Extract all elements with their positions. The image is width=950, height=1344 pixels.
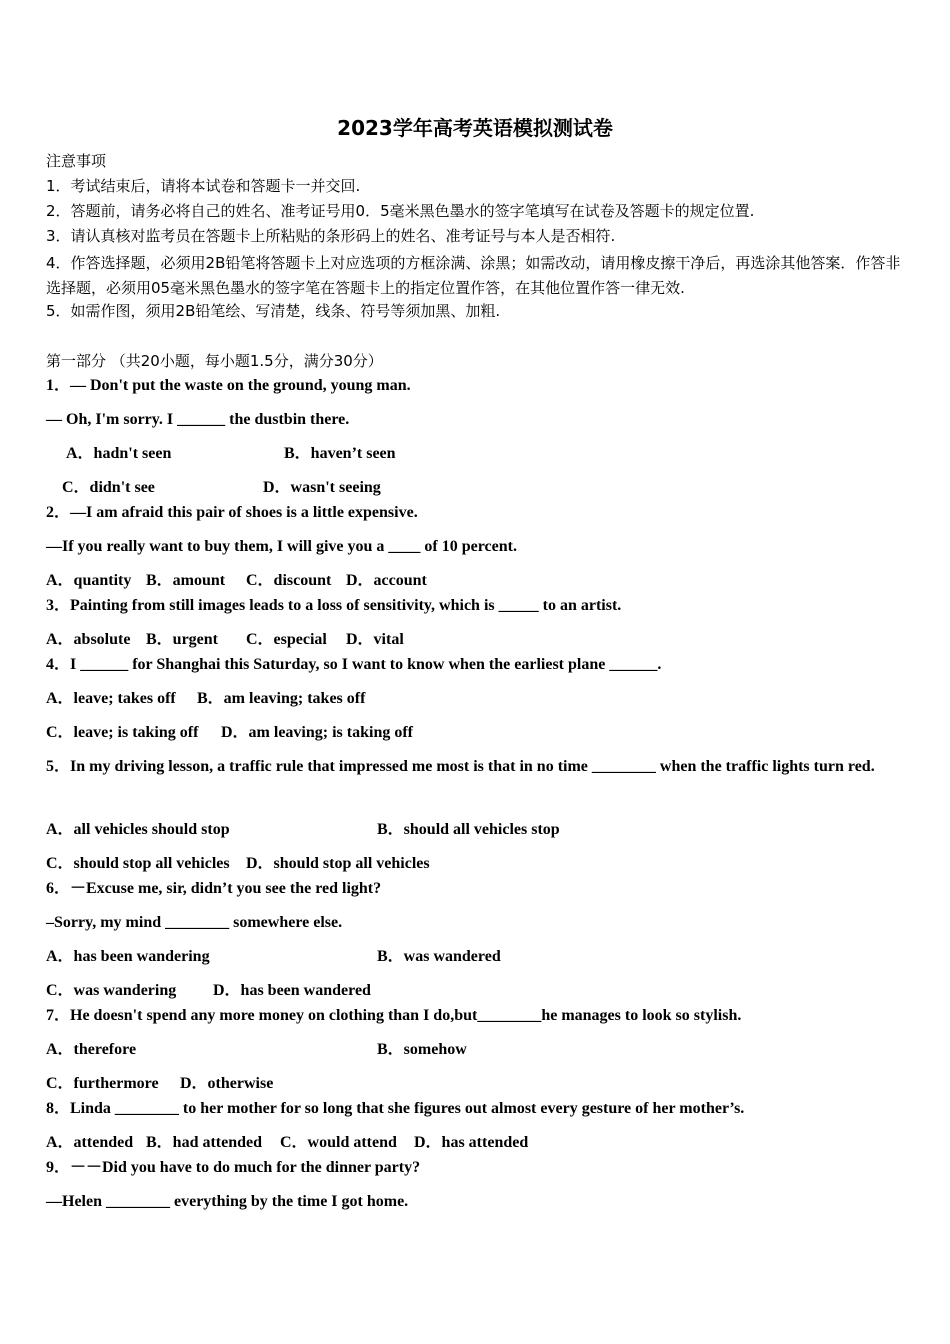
page-title: 2023学年高考英语模拟测试卷 [337, 116, 613, 140]
option-d: D．vital [346, 631, 404, 648]
option-c: C．especial [246, 631, 327, 648]
question-stem: 3．Painting from still images leads to a loss of sensitivity, which is _____ to an artist. [46, 597, 622, 614]
option-d: D．am leaving; is taking off [221, 724, 414, 741]
option-d: D．account [346, 572, 427, 589]
option-b: B．urgent [146, 631, 219, 648]
question-line: –Sorry, my mind ________ somewhere else. [46, 914, 343, 931]
notice-item: 1．考试结束后，请将本试卷和答题卡一并交回. [46, 177, 361, 195]
option-b: B．had attended [146, 1134, 263, 1151]
notice-item: 2．答题前，请务必将自己的姓名、准考证号用0．5毫米黑色墨水的签字笔填写在试卷及答题卡的规定位置. [46, 202, 755, 220]
option-c: C．would attend [280, 1134, 397, 1151]
option-a: A．attended [46, 1134, 134, 1151]
question-stem: 9．－－Did you have to do much for the dinner party? [46, 1159, 421, 1176]
option-b: B．amount [146, 572, 226, 589]
option-c: C．leave; is taking off [46, 724, 199, 741]
question-stem: 8．Linda ________ to her mother for so long that she figures out almost every gesture of her mother’s. [46, 1100, 745, 1117]
option-a: A．quantity [46, 572, 132, 589]
option-d: D．has been wandered [213, 982, 371, 999]
option-b: B．should all vehicles stop [377, 821, 560, 838]
option-b: B．haven’t seen [284, 445, 396, 462]
question-stem: 5．In my driving lesson, a traffic rule that impressed me most is that in no time ________ when the traffic lights turn red. [46, 758, 875, 775]
notice-item: 3．请认真核对监考员在答题卡上所粘贴的条形码上的姓名、准考证号与本人是否相符. [46, 227, 616, 245]
question-stem: 2．—I am afraid this pair of shoes is a little expensive. [46, 504, 418, 521]
question-line: — Oh, I'm sorry. I ______ the dustbin there. [46, 411, 350, 428]
notice-item: 5．如需作图，须用2B铅笔绘、写清楚，线条、符号等须加黑、加粗. [46, 302, 501, 320]
option-a: A．therefore [46, 1041, 137, 1058]
option-c: C．was wandering [46, 982, 177, 999]
section-heading: 第一部分 （共20小题，每小题1.5分，满分30分） [46, 352, 383, 370]
option-d: D．otherwise [180, 1075, 274, 1092]
option-b: B．somehow [377, 1041, 467, 1058]
option-c: C．discount [246, 572, 332, 589]
notice-heading: 注意事项 [46, 152, 107, 170]
option-a: A．all vehicles should stop [46, 821, 230, 838]
question-line: —Helen ________ everything by the time I got home. [46, 1193, 409, 1210]
option-c: C．should stop all vehicles [46, 855, 230, 872]
option-d: D．has attended [414, 1134, 529, 1151]
option-a: A．has been wandering [46, 948, 210, 965]
option-d: D．wasn't seeing [263, 479, 381, 496]
option-d: D．should stop all vehicles [246, 855, 430, 872]
option-c: C．furthermore [46, 1075, 159, 1092]
question-stem: 7．He doesn't spend any more money on clothing than I do,but________he manages to look so stylish. [46, 1007, 742, 1024]
notice-item: 4．作答选择题，必须用2B铅笔将答题卡上对应选项的方框涂满、涂黑；如需改动，请用橡皮擦干净后，再选涂其他答案．作答非选择题，必须用05毫米黑色墨水的签字笔在答题卡上的指定位置作答，在其他位置作答一律无效. [46, 254, 901, 297]
option-a: A．leave; takes off [46, 690, 176, 707]
option-a: A．absolute [46, 631, 131, 648]
option-b: B．am leaving; takes off [197, 690, 366, 707]
option-c: C．didn't see [62, 479, 155, 496]
option-a: A．hadn't seen [66, 445, 172, 462]
question-line: —If you really want to buy them, I will give you a ____ of 10 percent. [46, 538, 517, 555]
question-stem: 1．— Don't put the waste on the ground, young man. [46, 377, 411, 394]
option-b: B．was wandered [377, 948, 501, 965]
question-stem: 4．I ______ for Shanghai this Saturday, so I want to know when the earliest plane ______. [46, 656, 662, 673]
question-stem: 6．－Excuse me, sir, didn’t you see the red light? [46, 880, 382, 897]
